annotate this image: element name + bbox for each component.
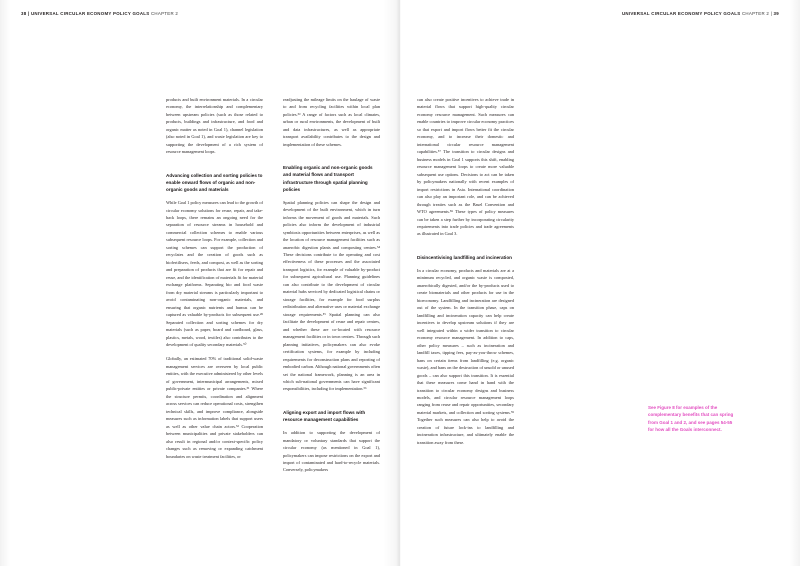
- paragraph: Spatial planning policies can shape the design and development of the built environment, which in turn informs the movement of goods and materials. Such policies also inform the development of industrial symbiosis opportunities between enterprises, as well as the location of resource management facilities such as anaerobic digestion plants and composting centres.⁵⁴ These decisions contribute to the operating and cost effectiveness of these processes and the associated transport logistics, for example of valuable by-product for subsequent agricultural use. Planning guidelines can also contribute to the development of circular material hubs serviced by dedicated logistical chains or storage facilities, for example for food surplus redistribution and alternative uses or material exchange storage requirements.⁵⁵ Spatial planning can also facilitate the development of reuse and repair centres, and whether these are co-located with resource management facilities or in town centres. Through such planning initiatives, policymakers can also evoke certification systems, for example by including requirements for deconstruction plans and reporting of embodied carbon. Although national governments often set the national framework, planning is an area in which sub-national governments can have significant responsibilities, including for implementation.⁵⁶: [283, 199, 380, 392]
- paragraph: In a circular economy, products and materials are at a minimum recycled, and organic waste is composted, anaerobically digested, and/or the by-products used to create biomaterials and other products for use in the bioeconomy. Landfilling and incineration are designed out of the system. In the transition phase, caps on landfilling and incineration capacity can help create incentives to develop upstream solutions if they are well integrated within a wider transition to circular economy resource management. In addition to caps, other policy measures – such as incineration and landfill taxes, tipping fees, pay-as-you-throw schemes, bans on certain items from landfilling (e.g. organic waste), and bans on the destruction of unsold or unused goods – can also support this transition. It is essential that these measures come hand in hand with the transition to circular economy designs and business models, and circular resource management loops ranging from reuse and repair opportunities, secondary material markets, and collection and sorting systems.⁵⁹ Together such measures can also help to avoid the creation of future lock-ins to landfilling and incineration infrastructure, and ultimately enable the transition away from these.: [417, 268, 514, 445]
- section-heading-enabling-organic: Enabling organic and non-organic goods and material flows and transport infrastructure through spatial planning policies: [283, 165, 373, 192]
- section-spacer: [283, 400, 380, 409]
- running-head-left: [21, 11, 178, 16]
- right-page-columns: [417, 96, 631, 446]
- section-heading-disincentivising-landfilling: Disincentivising landfilling and incineration: [417, 254, 512, 260]
- paragraph: products and built environment materials. In a circular economy, the interrelationship and complementary between upstream policies (such as those related to products, buildings and infrastructure, and food and organic matter as noted in Goal 1), channel legislation (also noted in Goal 1), and waste legislation are key to supporting the development of a rich system of resource management loops.: [166, 97, 263, 155]
- running-head-title-right: UNIVERSAL CIRCULAR ECONOMY POLICY GOALS: [621, 11, 741, 16]
- section-heading-advancing-collection: Advancing collection and sorting policies to enable onward flows of organic and non-organic goods and materials: [166, 172, 263, 192]
- running-head-title-left: UNIVERSAL CIRCULAR ECONOMY POLICY GOALS: [30, 11, 150, 16]
- running-head-chapter-left: CHAPTER 2: [149, 11, 179, 16]
- running-head-chapter-right: CHAPTER 2 |: [740, 11, 774, 16]
- running-head-right: [622, 11, 779, 16]
- paragraph: In addition to supporting the development of mandatory or voluntary standards that support the circular economy (as mentioned in Goal 1), policymakers can impose restrictions on the export and import of contaminated and hard-to-recycle materials. Conversely, policymakers: [283, 430, 380, 473]
- left-page-columns: [166, 96, 380, 474]
- folio-right: 39: [773, 11, 779, 16]
- paragraph: readjusting the mileage limits on the haulage of waste to and from recycling facilities within local plan policies.⁵³ A range of factors such as local climates, urban or rural environments, the development of built and data infrastructures, as well as appropriate transport availability contributes to the design and implementation of these schemes.: [283, 97, 380, 147]
- column-2: [283, 96, 380, 474]
- paragraph: Globally, an estimated 70% of traditional solid-waste management services are overseen by local public entities, with the executive administered by other levels of government, intermunicipal arrangements, mixed public-private entities or private companies.⁵¹ Where the structure permits, coordination and alignment across services can reduce operational costs, strengthen technical skills, and improve compliance, alongside measures such as information labels that support users as well as other value chain actors.⁵² Cooperation between municipalities and private stakeholders can also result in regional and/or context-specific policy changes such as removing or expanding catchment boundaries on waste treatment facilities, or: [166, 356, 263, 459]
- paragraph: can also create positive incentives to achieve trade in material flows that support high-quality circular economy resource management. Such measures can enable countries to improve circular economy practices so that export and import flows better fit the circular economy, and to increase their domestic and international circular resource management capabilities.⁵⁷ The transition to circular designs and business models in Goal 1 supports this shift, enabling resource management loops to create more valuable subsequent use options. Decisions to act can be taken by policymakers nationally with recent examples of import restrictions in Asia. International coordination can also play an important role, and can be achieved through treaties such as the Basel Convention and WTO agreements.⁵⁸ These types of policy measures can be taken a step further by incorporating circularity requirements into trade policies and trade agreements as illustrated in Goal 3.: [417, 97, 514, 237]
- column-4-margin: [534, 96, 631, 446]
- folio-left: 38: [21, 11, 27, 16]
- section-spacer: [417, 245, 514, 254]
- column-1: [166, 96, 263, 474]
- column-3: [417, 96, 514, 446]
- margin-note-figure-reference: See Figure 8 for examples of the complementary benefits that can spring from Goal 1 and 2, and see pages 54-55 for how all the Goals interconnect.: [648, 405, 734, 432]
- running-head-sep-left: |: [26, 11, 31, 16]
- section-spacer: [166, 163, 263, 172]
- section-heading-aligning-export: Aligning export and import flows with resource management capabilities: [283, 409, 366, 423]
- section-spacer: [283, 155, 380, 164]
- paragraph: While Goal 1 policy measures can lead to the growth of circular economy solutions for reuse, repair, and take-back loops, there remains an ongoing need for the separation of resource streams in household and commercial collection schemes to enable various subsequent resource loops. For example, collection and sorting schemes can support the production of recyclates and the creation of goods such as biofertilisers, feeds, and compost, as well as the sorting and preparation of products that are fit for repair and reuse, and the identification of materials fit for material exchange platforms. Separating bio and food waste from dry material streams is particularly important to avoid contaminating non-organic materials, and ensuring that organic nutrients and humus can be captured as valuable by-products for subsequent use.⁴⁹ Separated collection and sorting schemes for dry materials (such as paper, board and cardboard, glass, plastics, metals, wood, textiles) also contributes to the development of quality secondary materials.⁵⁰: [166, 200, 263, 347]
